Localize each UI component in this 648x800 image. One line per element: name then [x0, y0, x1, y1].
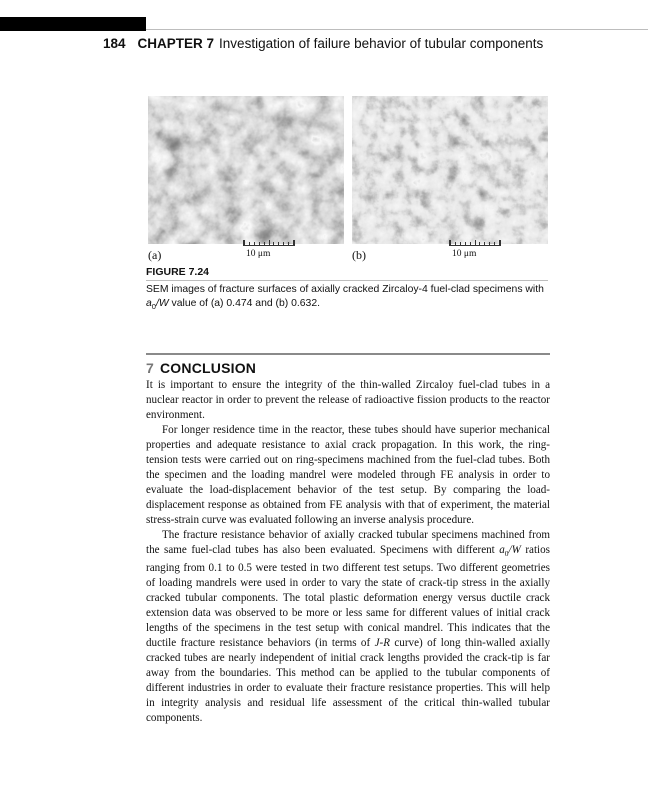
p3-text-end: curve) of long thin-walled axially cracked tubes are nearly independent of initial crack lengths provided the crack-tip is far away from the boundaries. This method can be applied to the tubular components of different industries in order to evaluate their fracture resistance properties. This will help in integrity analysis and residual life assessment of the critical thin-walled tubular components.	[146, 637, 551, 725]
header-black-bar	[0, 17, 146, 31]
scale-tick	[479, 242, 480, 245]
scale-bar-b	[449, 240, 501, 246]
paragraph-3	[146, 528, 550, 726]
scale-tick	[455, 242, 456, 245]
figure-caption-rule	[146, 280, 548, 281]
paragraph-2: For longer residence time in the reactor, these tubes should have superior mechanical properties and adequate resistance to axial crack propagation. In this work, the ring-tension tests were carried out on ring-specimens machined from the fuel-clad tubes. Both the specimen and the loading mandrel were modeled through FE analysis in order to evaluate the load-displacement behavior of the test setup. By comparing the load-displacement response as obtained from FE analysis with that of experiment, the material stress-strain curve was evaluated following an inverse analysis procedure.	[146, 424, 550, 526]
panel-label-b: (b)	[352, 248, 366, 262]
running-head	[103, 36, 543, 51]
scale-tick	[288, 242, 289, 245]
figure-label: FIGURE 7.24	[146, 266, 210, 278]
caption-subscript: 0	[151, 302, 156, 312]
scale-tick	[264, 242, 265, 245]
chapter-label: CHAPTER 7	[137, 36, 215, 51]
scale-tick	[489, 242, 490, 245]
figure-caption	[146, 283, 556, 314]
sem-image-b	[352, 96, 548, 244]
scale-tick	[278, 242, 279, 245]
caption-text: SEM images of fracture surfaces of axially cracked Zircaloy-4 fuel-clad specimens with	[146, 284, 544, 295]
section-number: 7	[146, 360, 154, 376]
header-rule	[146, 29, 648, 30]
scale-tick	[259, 242, 260, 245]
scale-tick	[465, 242, 466, 245]
caption-symbol-a: a	[146, 298, 152, 309]
scale-tick	[460, 242, 461, 245]
sem-image-a	[148, 96, 344, 244]
scale-label-b: 10 μm	[452, 249, 477, 259]
section-heading	[146, 360, 256, 376]
scale-tick	[499, 240, 500, 245]
caption-text-end: value of (a) 0.474 and (b) 0.632.	[168, 298, 320, 309]
scale-tick	[475, 240, 476, 245]
scale-tick	[293, 240, 294, 245]
p3-symbol-w: /W	[508, 544, 521, 556]
scale-tick	[254, 242, 255, 245]
scale-tick	[470, 242, 471, 245]
page-number: 184	[103, 36, 126, 51]
section-rule	[146, 353, 550, 355]
scale-tick	[494, 242, 495, 245]
scale-tick	[450, 240, 451, 245]
scale-tick	[484, 242, 485, 245]
section-body	[146, 378, 550, 726]
scale-tick	[249, 242, 250, 245]
section-title: CONCLUSION	[160, 360, 257, 376]
chapter-title: Investigation of failure behavior of tubular components	[219, 36, 544, 51]
paragraph-1: It is important to ensure the integrity of the thin-walled Zircaloy fuel-clad tubes in a nuclear reactor in order to prevent the release of radioactive fission products to the reactor environment.	[146, 379, 550, 421]
p3-jr-symbol: J-R	[374, 637, 390, 650]
p3-subscript: 0	[504, 549, 509, 559]
scale-bar-a	[243, 240, 295, 246]
p3-text-middle: ratios ranging from 0.1 to 0.5 were tested in two different test setups. Two different geometries of loading mandrels were used in order to vary the state of crack-tip stress in the axially cracked tubular components. The total plastic deformation energy versus ductile crack extension data was observed to be more or less same for different values of initial crack lengths of the specimens in the test setup with conical mandrel. This indicates that the ductile fracture resistance behaviors (in terms of	[146, 544, 550, 650]
panel-label-a: (a)	[148, 248, 162, 262]
p3-text-start: The fracture resistance behavior of axially cracked tubular specimens machined from the same fuel-clad tubes has also been evaluated. Specimens with different	[146, 529, 550, 556]
scale-tick	[244, 240, 245, 245]
caption-symbol-w: /W	[155, 298, 169, 309]
scale-label-a: 10 μm	[246, 249, 271, 259]
scale-tick	[273, 242, 274, 245]
p3-symbol-a: a	[499, 544, 505, 556]
scale-tick	[269, 240, 270, 245]
scale-tick	[283, 242, 284, 245]
